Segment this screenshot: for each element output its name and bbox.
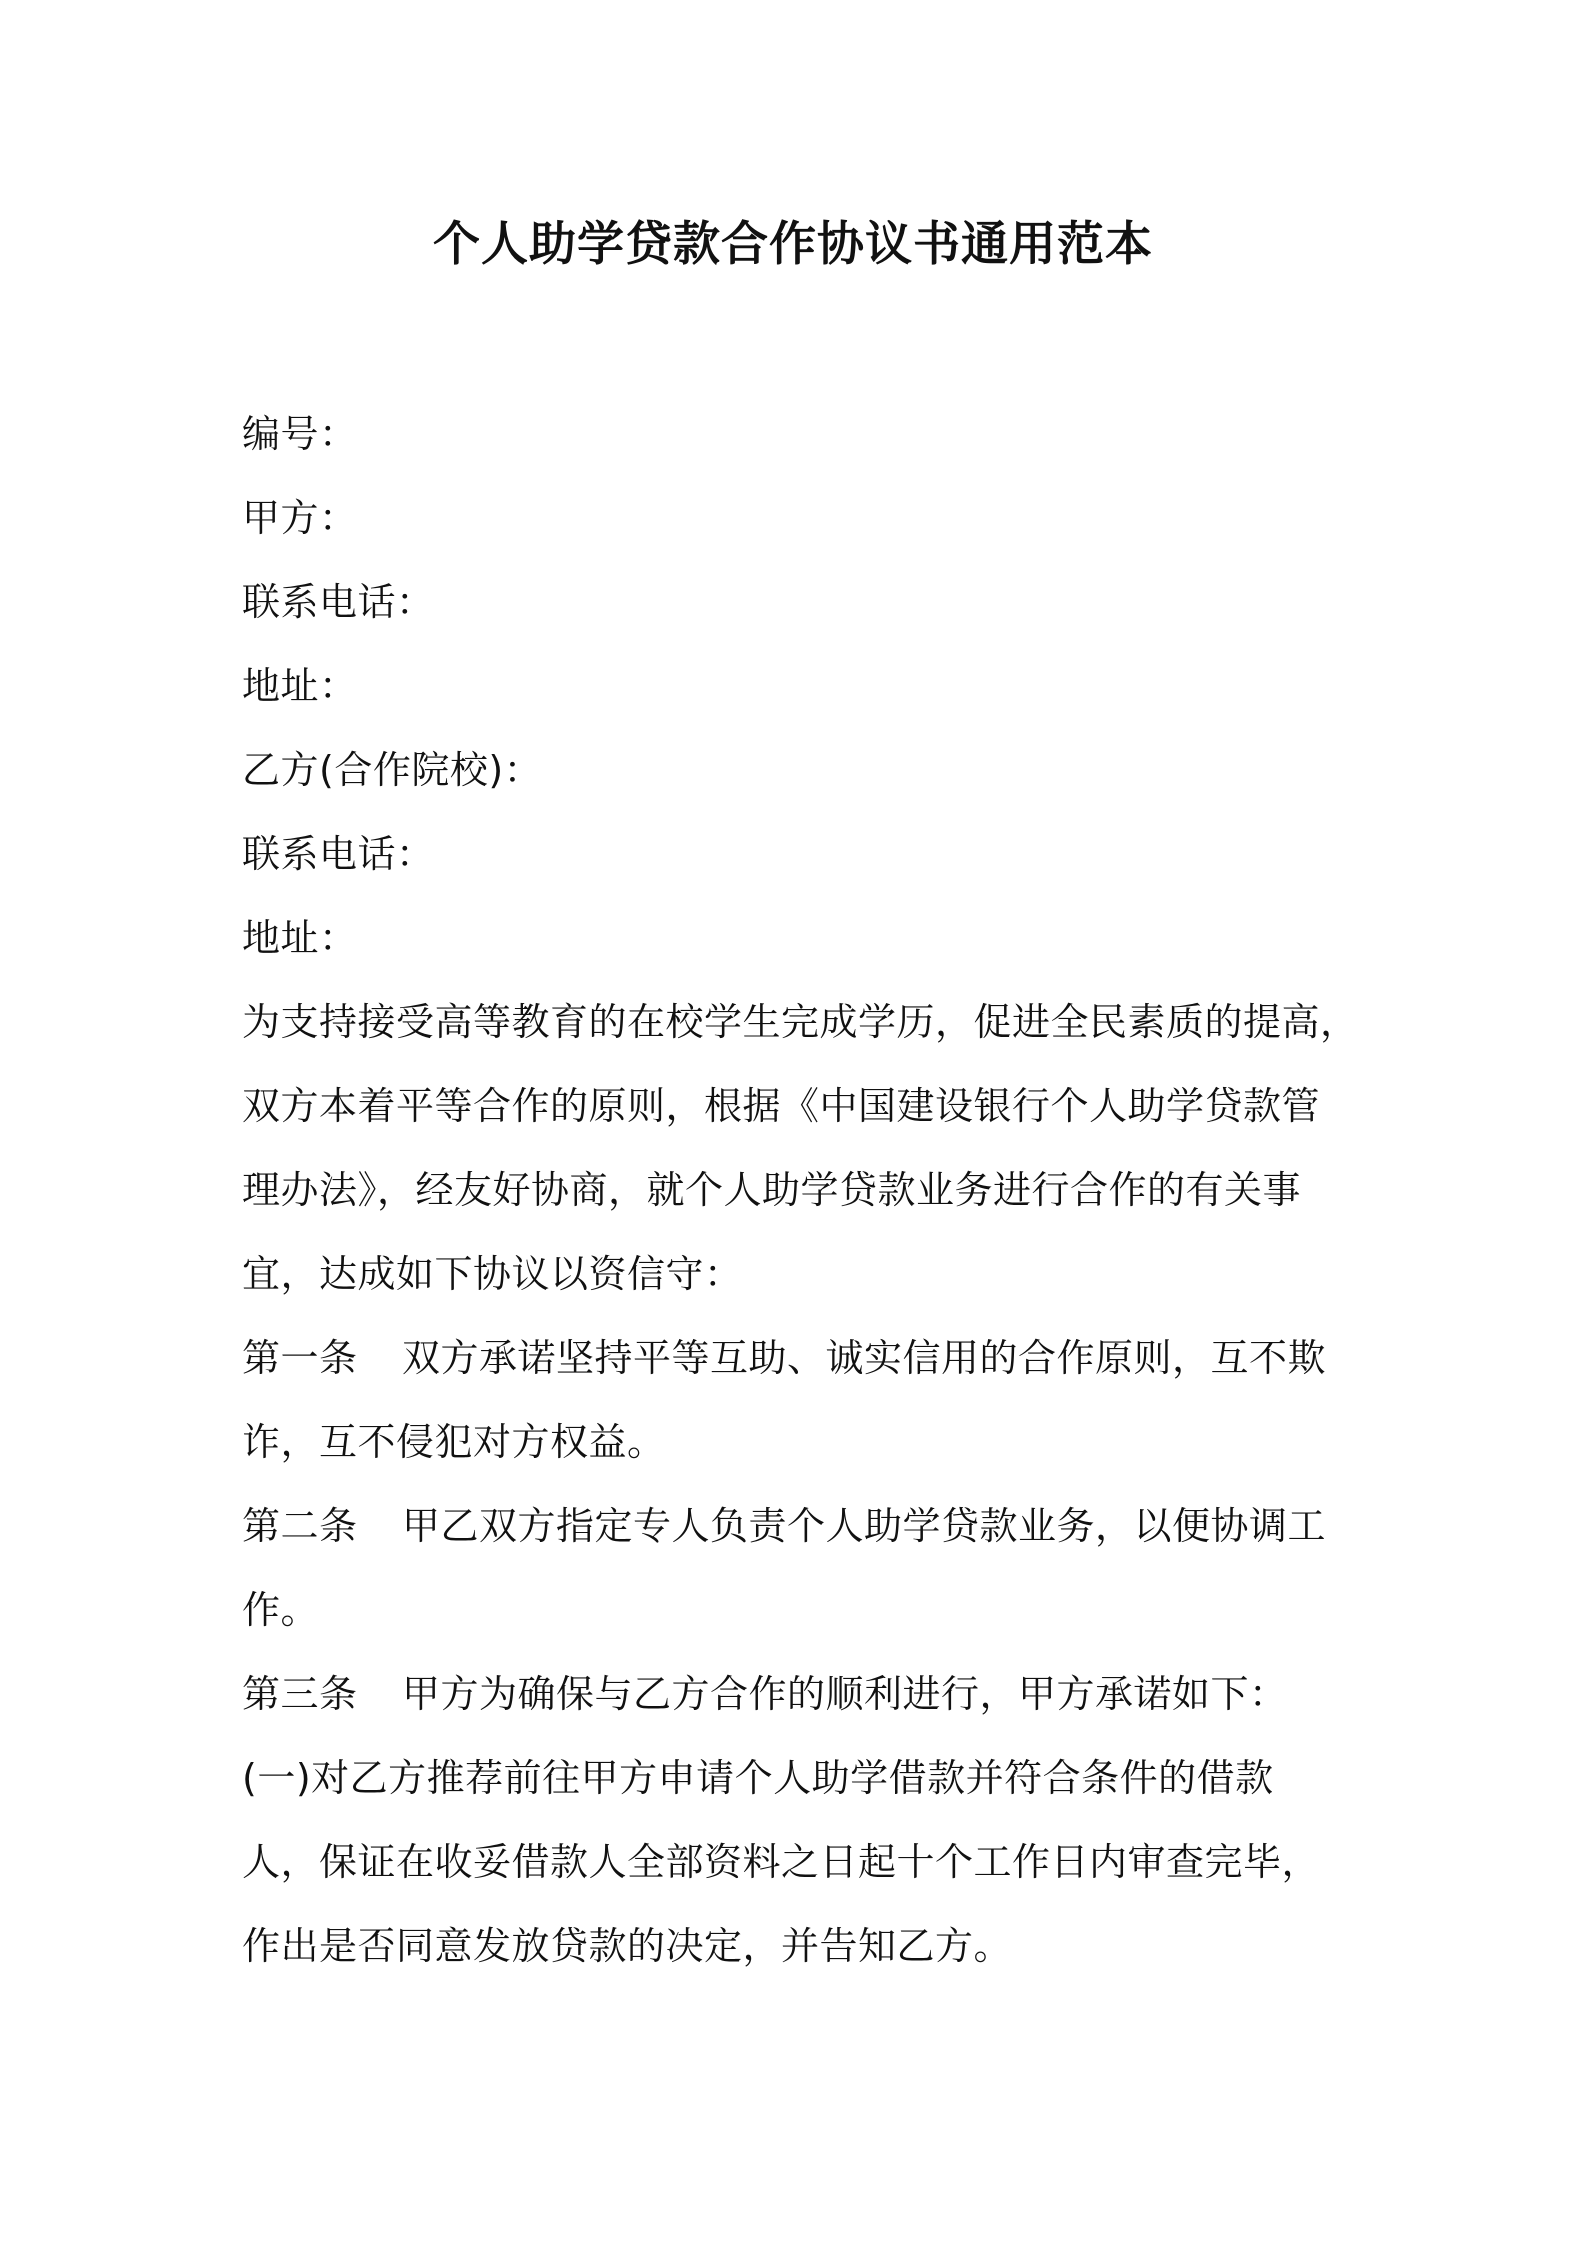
preamble-line: 为支持接受高等教育的在校学生完成学历，促进全民素质的提高， xyxy=(242,1000,1359,1044)
field-party-b-phone: 联系电话： xyxy=(242,832,435,876)
clause-1-line: (一)对乙方推荐前往甲方申请个人助学借款并符合条件的借款 xyxy=(242,1756,1274,1800)
document-title: 个人助学贷款合作协议书通用范本 xyxy=(433,217,1153,272)
document-body xyxy=(242,392,1362,1988)
article-1-continuation: 诈，互不侵犯对方权益。 xyxy=(242,1420,666,1464)
article-2-text: 甲乙双方指定专人负责个人助学贷款业务，以便协调工 xyxy=(402,1504,1327,1548)
article-2-label: 第二条 xyxy=(242,1504,358,1548)
field-party-b: 乙方(合作院校)： xyxy=(242,748,543,792)
field-party-a-phone: 联系电话： xyxy=(242,580,435,624)
article-1-text: 双方承诺坚持平等互助、诚实信用的合作原则，互不欺 xyxy=(402,1336,1327,1380)
clause-1-line: 作出是否同意发放贷款的决定，并告知乙方。 xyxy=(242,1924,1013,1968)
field-number: 编号： xyxy=(242,412,358,456)
clause-1-line: 人，保证在收妥借款人全部资料之日起十个工作日内审查完毕， xyxy=(242,1840,1321,1884)
article-2-continuation: 作。 xyxy=(242,1588,320,1632)
article-3-label: 第三条 xyxy=(242,1672,358,1716)
preamble-line: 宜，达成如下协议以资信守： xyxy=(242,1252,743,1296)
article-3-text: 甲方为确保与乙方合作的顺利进行，甲方承诺如下： xyxy=(402,1672,1288,1716)
preamble-line: 双方本着平等合作的原则，根据《中国建设银行个人助学贷款管 xyxy=(242,1084,1321,1128)
preamble-line: 理办法》，经友好协商，就个人助学贷款业务进行合作的有关事 xyxy=(242,1168,1302,1212)
article-1-line xyxy=(242,1316,1362,1400)
article-1-label: 第一条 xyxy=(242,1336,358,1380)
field-party-a: 甲方： xyxy=(242,496,358,540)
article-2-line xyxy=(242,1484,1362,1568)
field-party-a-address: 地址： xyxy=(242,664,358,708)
field-party-b-address: 地址： xyxy=(242,916,358,960)
article-3-line xyxy=(242,1652,1362,1736)
